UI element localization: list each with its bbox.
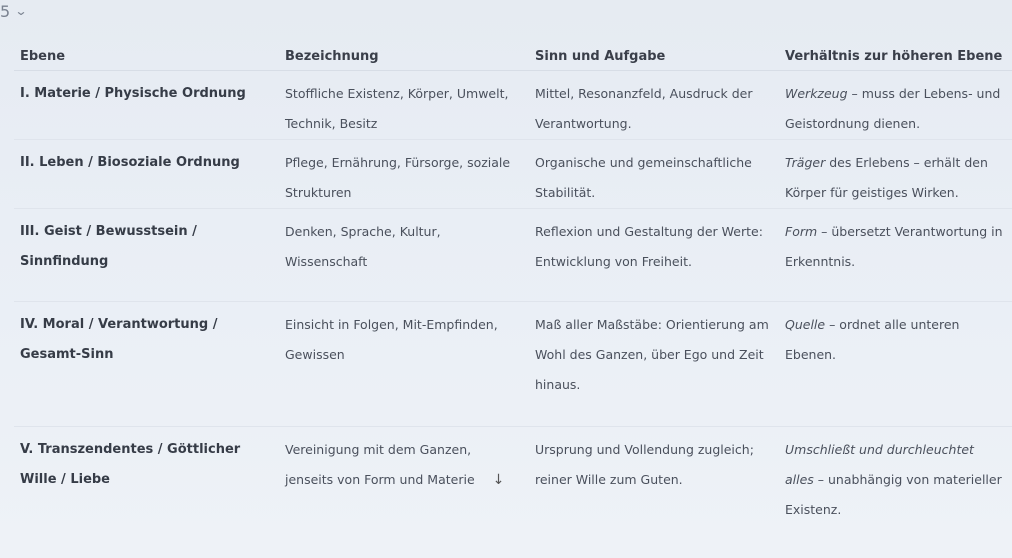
relation-text: des Erlebens – erhält den Körper für geistiges Wirken. (785, 155, 988, 200)
purpose-cell: Reflexion und Gestaltung der Werte: Entwicklung von Freiheit. (529, 209, 779, 302)
page-indicator[interactable] (0, 0, 26, 22)
level-cell: I. Materie / Physische Ordnung (14, 71, 279, 140)
relation-cell (779, 140, 1012, 209)
relation-cell (779, 302, 1012, 427)
relation-emphasis: Umschließt und durchleuchtet alles (785, 442, 974, 487)
levels-table (14, 22, 1012, 525)
table-row (14, 71, 1012, 140)
level-cell: V. Transzendentes / Göttlicher Wille / Liebe (20, 442, 241, 487)
relation-text: – unabhängig von materieller Existenz. (785, 472, 1002, 517)
relation-emphasis: Form (785, 224, 818, 239)
header-ebene: Ebene (14, 22, 279, 71)
header-verhaeltnis: Verhältnis zur höheren Ebene (779, 22, 1012, 71)
designation-text: Vereinigung mit dem Ganzen, jenseits von Form und Materie (285, 442, 475, 487)
chevron-down-icon[interactable]: ⌄ (14, 4, 28, 18)
table-row (14, 302, 1012, 427)
relation-emphasis: Träger (785, 155, 826, 170)
designation-cell: Einsicht in Folgen, Mit-Empfinden, Gewissen (279, 302, 529, 427)
relation-emphasis: Quelle (785, 317, 826, 332)
level-cell: II. Leben / Biosoziale Ordnung (14, 140, 279, 209)
header-bezeichnung: Bezeichnung (279, 22, 529, 71)
purpose-cell: Organische und gemeinschaftliche Stabilität. (529, 140, 779, 209)
purpose-cell: Mittel, Resonanzfeld, Ausdruck der Verantwortung. (529, 71, 779, 140)
table-row (14, 140, 1012, 209)
table-row (14, 427, 1012, 526)
relation-text: – übersetzt Verantwortung in Erkenntnis. (785, 224, 1003, 269)
level-cell: IV. Moral / Verantwortung / Gesamt-Sinn (14, 302, 279, 427)
table-row (14, 209, 1012, 302)
relation-cell (779, 427, 1012, 526)
page-number: 5 (0, 1, 11, 21)
relation-emphasis: Werkzeug (785, 86, 848, 101)
relation-cell (779, 209, 1012, 302)
table-header-row (14, 22, 1012, 71)
arrow-down-icon[interactable]: ↓ (492, 472, 505, 488)
designation-cell: Pflege, Ernährung, Fürsorge, soziale Strukturen (279, 140, 529, 209)
header-sinn: Sinn und Aufgabe (529, 22, 779, 71)
designation-cell: Denken, Sprache, Kultur, Wissenschaft (279, 209, 529, 302)
relation-cell (779, 71, 1012, 140)
relation-text: – muss der Lebens- und Geistordnung dienen. (785, 86, 1001, 131)
designation-cell (279, 427, 529, 526)
purpose-cell: Ursprung und Vollendung zugleich; reiner Wille zum Guten. (535, 442, 754, 487)
designation-cell: Stoffliche Existenz, Körper, Umwelt, Technik, Besitz (279, 71, 529, 140)
purpose-cell: Maß aller Maßstäbe: Orientierung am Wohl des Ganzen, über Ego und Zeit hinaus. (529, 302, 779, 427)
relation-text: – ordnet alle unteren Ebenen. (785, 317, 960, 362)
level-cell: III. Geist / Bewusstsein / Sinnfindung (14, 209, 279, 302)
